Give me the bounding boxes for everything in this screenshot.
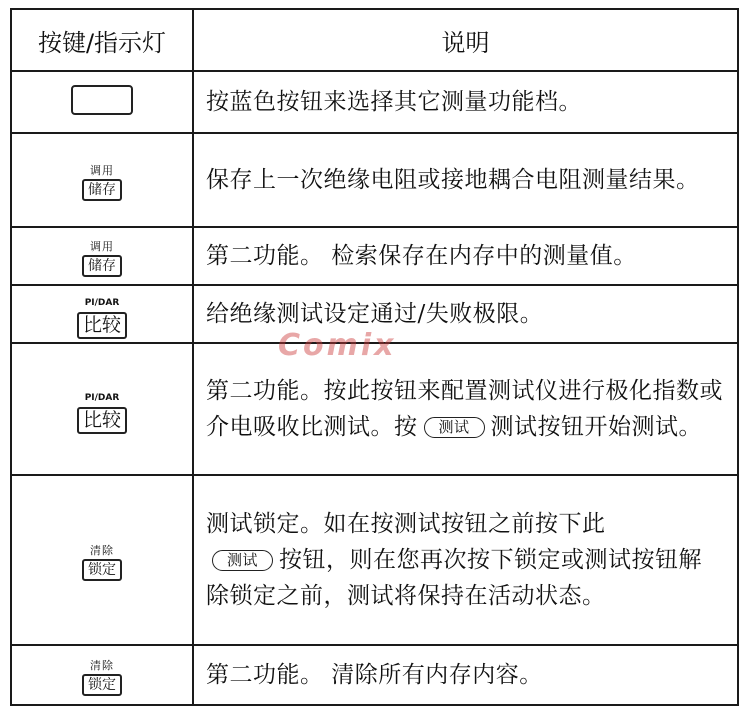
key-top-label: 调用 [90,164,114,177]
button-description-table [10,8,739,706]
description-cell: 第二功能。 清除所有内存内容。 [193,645,738,705]
header-button-indicator: 按键/指示灯 [11,9,193,71]
description-cell: 保存上一次绝缘电阻或接地耦合电阻测量结果。 [193,133,738,227]
key-cell [11,71,193,133]
test-button-icon: 测试 [424,417,485,438]
key-box-label: 比较 [77,312,127,339]
key-top-label: 调用 [90,240,114,253]
table-row [11,645,738,705]
comix-watermark-logo: Comix [278,328,397,363]
description-cell: 第二功能。 检索保存在内存中的测量值。 [193,227,738,285]
pi-dar-compare-key-icon [77,392,127,434]
key-cell [11,343,193,475]
key-top-label: 清除 [90,659,114,672]
key-cell [11,227,193,285]
table-row [11,475,738,645]
pi-dar-compare-key-icon [77,297,127,339]
table-row [11,71,738,133]
table-row [11,227,738,285]
description-cell: 测试锁定。如在按测试按钮之前按下此 测试 按钮，则在您再次按下锁定或测试按钮解除锁定之前，测试将保持在活动状态。 [193,475,738,645]
header-description: 说明 [193,9,738,71]
description-cell: 第二功能。按此按钮来配置测试仪进行极化指数或介电吸收比测试。按 测试 测试按钮开始测试。 [193,343,738,475]
test-button-icon: 测试 [212,550,273,571]
key-cell [11,645,193,705]
key-cell [11,475,193,645]
blue-button-icon [71,85,133,115]
key-box-label: 锁定 [82,559,122,581]
key-box-label: 比较 [77,407,127,434]
key-top-label: PI/DAR [84,392,120,403]
recall-save-key-icon [82,164,122,201]
key-top-label: PI/DAR [84,297,120,308]
clear-lock-key-icon [82,659,122,696]
table-row [11,285,738,343]
key-box-label: 锁定 [82,674,122,696]
table-row [11,133,738,227]
key-cell [11,285,193,343]
table-row [11,343,738,475]
description-cell: 给绝缘测试设定通过/失败极限。 [193,285,738,343]
key-cell [11,133,193,227]
recall-save-key-icon [82,240,122,277]
key-box-label: 储存 [82,179,122,201]
key-top-label: 清除 [90,544,114,557]
description-cell: 按蓝色按钮来选择其它测量功能档。 [193,71,738,133]
table-header-row [11,9,738,71]
key-box-label: 储存 [82,255,122,277]
clear-lock-key-icon [82,544,122,581]
